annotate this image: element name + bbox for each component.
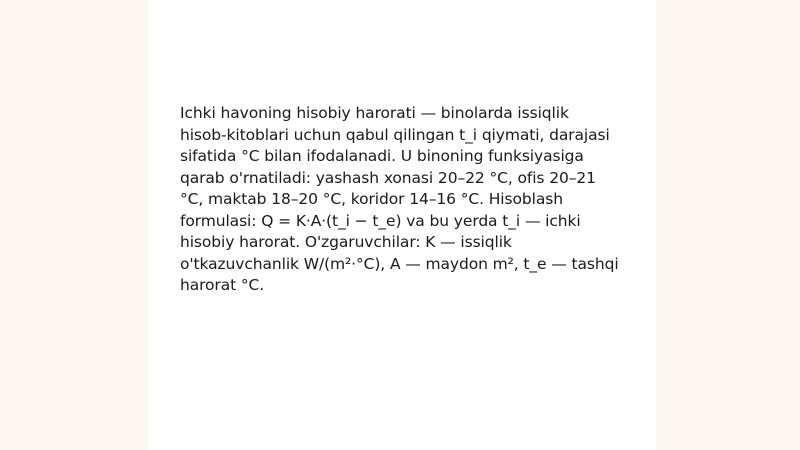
document-page — [148, 0, 656, 450]
body-paragraph: Ichki havoning hisobiy harorati — binolarda issiqlik hisob-kitoblari uchun qabul qilingan t_i qiymati, darajasi sifatida °C bilan ifodalanadi. U binoning funksiyasiga qarab o'rnatiladi: yashash xonasi 20–22 °C, ofis 20–21 °C, maktab 18–20 °C, koridor 14–16 °C. Hisoblash formulasi: Q = K·A·(t_i − t_e) va bu yerda t_i — ichki hisobiy harorat. O'zgaruvchilar: K — issiqlik o'tkazuvchanlik W/(m²·°C), A — maydon m², t_e — tashqi harorat °C. — [180, 104, 619, 294]
